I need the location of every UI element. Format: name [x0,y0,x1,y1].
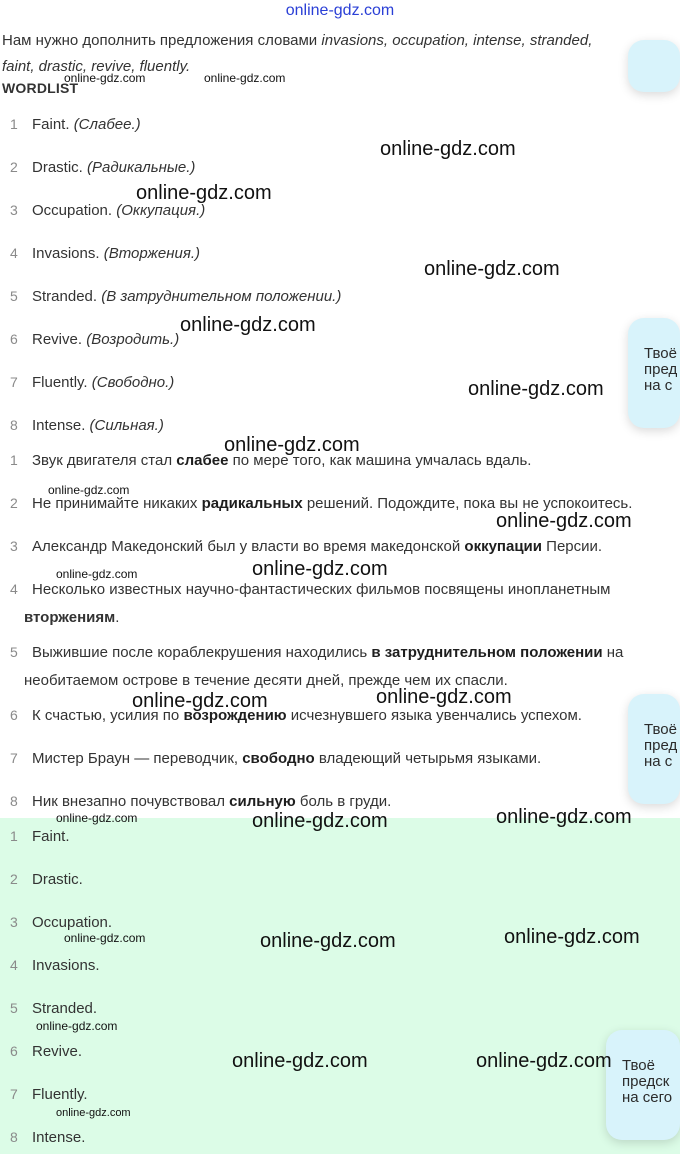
sentence-pre: Мистер Браун — переводчик, [32,750,243,767]
item-number: 6 [10,331,18,347]
sentence-post: исчезнувшего языка увенчались успехом. [286,707,582,724]
watermark: online-gdz.com [64,71,146,85]
sentence-answer: сильную [229,793,296,810]
watermark: online-gdz.com [56,1107,131,1119]
sentence-pre: Выжившие после кораблекрушения находились [32,644,372,661]
wordlist-heading: WORDLIST [2,80,79,96]
sentence-answer: вторжениям [24,609,116,626]
intro-words-1: invasions, occupation, intense, stranded, [321,32,593,49]
bubble-line: Твоё [622,1057,655,1074]
item-number: 7 [10,1086,18,1102]
answer-word: Fluently. [32,1086,88,1103]
answer-word: Drastic. [32,871,83,888]
assistant-bubble[interactable] [628,694,680,804]
bubble-line: на с [644,377,673,394]
watermark: online-gdz.com [376,686,512,708]
answer-word: Occupation. [32,914,113,931]
answer-word: Stranded. [32,1000,98,1017]
sentence-pre: Звук двигателя стал [32,452,177,469]
bubble-line: на с [644,753,673,770]
item-number: 8 [10,1129,18,1145]
sentence-post: . [115,609,120,626]
word-ru: (Сильная.) [89,417,164,434]
watermark: online-gdz.com [48,483,130,497]
watermark: online-gdz.com [380,138,516,160]
watermark: online-gdz.com [260,930,396,952]
item-number: 3 [10,202,18,218]
sentence-pre: Александр Македонский был у власти во время македонской [32,538,465,555]
sentence-post: боль в груди. [295,793,392,810]
word-en: Occupation. [32,202,113,219]
watermark: online-gdz.com [252,810,388,832]
bubble-line: пред [644,737,678,754]
sentence-post: Персии. [542,538,603,555]
item-number: 1 [10,452,18,468]
answer-word: Revive. [32,1043,83,1060]
word-ru: (Вторжения.) [103,245,200,262]
bubble-line: Твоё [644,345,677,362]
item-number: 4 [10,245,18,261]
item-number: 1 [10,828,18,844]
item-number: 5 [10,288,18,304]
bubble-line: предск [622,1073,670,1090]
word-ru: (Радикальные.) [87,159,196,176]
item-number: 6 [10,1043,18,1059]
item-number: 8 [10,793,18,809]
sentence-post: владеющий четырьмя языками. [314,750,542,767]
word-en: Invasions. [32,245,100,262]
sentence-pre: Не принимайте никаких [32,495,202,512]
word-ru: (Оккупация.) [116,202,206,219]
item-number: 6 [10,707,18,723]
watermark: online-gdz.com [496,806,632,828]
sentence-post: на [602,644,624,661]
word-ru: (Возродить.) [86,331,180,348]
item-number: 4 [10,957,18,973]
watermark: online-gdz.com [132,690,268,712]
watermark: online-gdz.com [252,558,388,580]
word-en: Fluently. [32,374,88,391]
sentence-answer: оккупации [464,538,542,555]
sentence-pre: К счастью, усилия по [32,707,184,724]
watermark: online-gdz.com [64,931,146,945]
watermark: online-gdz.com [504,926,640,948]
answer-word: Invasions. [32,957,100,974]
answers-panel [0,818,680,1154]
watermark: online-gdz.com [476,1050,612,1072]
word-en: Intense. [32,417,86,434]
sentence-continuation [24,609,119,626]
assistant-bubble[interactable] [606,1030,680,1140]
item-number: 2 [10,871,18,887]
answer-word: Intense. [32,1129,86,1146]
intro-prefix: Нам нужно дополнить предложения словами [2,32,322,49]
assistant-bubble[interactable] [628,318,680,428]
word-en: Faint. [32,116,70,133]
sentence-post: решений. Подождите, пока вы не успокоитесь. [302,495,633,512]
sentence-pre: Ник внезапно почувствовал [32,793,230,810]
item-number: 1 [10,116,18,132]
site-header[interactable]: online-gdz.com [285,2,395,19]
bubble-line: пред [644,361,678,378]
item-number: 4 [10,581,18,597]
word-en: Revive. [32,331,83,348]
sentence-answer: слабее [176,452,229,469]
watermark: online-gdz.com [468,378,604,400]
sentence-answer: свободно [242,750,315,767]
item-number: 8 [10,417,18,433]
bubble-line: Твоё [644,721,677,738]
watermark: online-gdz.com [204,71,286,85]
word-ru: (Свободно.) [91,374,175,391]
sentence-answer: в затруднительном положении [371,644,603,661]
watermark: online-gdz.com [424,258,560,280]
sentence-answer: возрождению [183,707,287,724]
item-number: 5 [10,1000,18,1016]
item-number: 5 [10,644,18,660]
sentence-continuation: необитаемом острове в течение десяти дней, прежде чем их спасли. [24,672,508,689]
sentence-answer: радикальных [201,495,303,512]
item-number: 2 [10,159,18,175]
answer-word: Faint. [32,828,70,845]
sentence-pre: Несколько известных научно-фантастических фильмов посвящены инопланетным [32,581,611,598]
watermark: online-gdz.com [180,314,316,336]
item-number: 3 [10,914,18,930]
item-number: 7 [10,750,18,766]
watermark: online-gdz.com [56,811,138,825]
item-number: 2 [10,495,18,511]
bubble-line: на сего [622,1089,673,1106]
watermark: online-gdz.com [496,510,632,532]
watermark: online-gdz.com [136,182,272,204]
watermark: online-gdz.com [224,434,360,456]
assistant-bubble-top[interactable] [628,40,680,92]
word-ru: (Слабее.) [73,116,141,133]
word-en: Stranded. [32,288,98,305]
item-number: 7 [10,374,18,390]
intro-words-2: faint, drastic, revive, fluently. [2,58,191,75]
word-ru: (В затруднительном положении.) [101,288,342,305]
watermark: online-gdz.com [56,567,138,581]
watermark: online-gdz.com [232,1050,368,1072]
watermark: online-gdz.com [36,1019,118,1033]
sentence-post: по мере того, как машина умчалась вдаль. [228,452,532,469]
item-number: 3 [10,538,18,554]
word-en: Drastic. [32,159,83,176]
